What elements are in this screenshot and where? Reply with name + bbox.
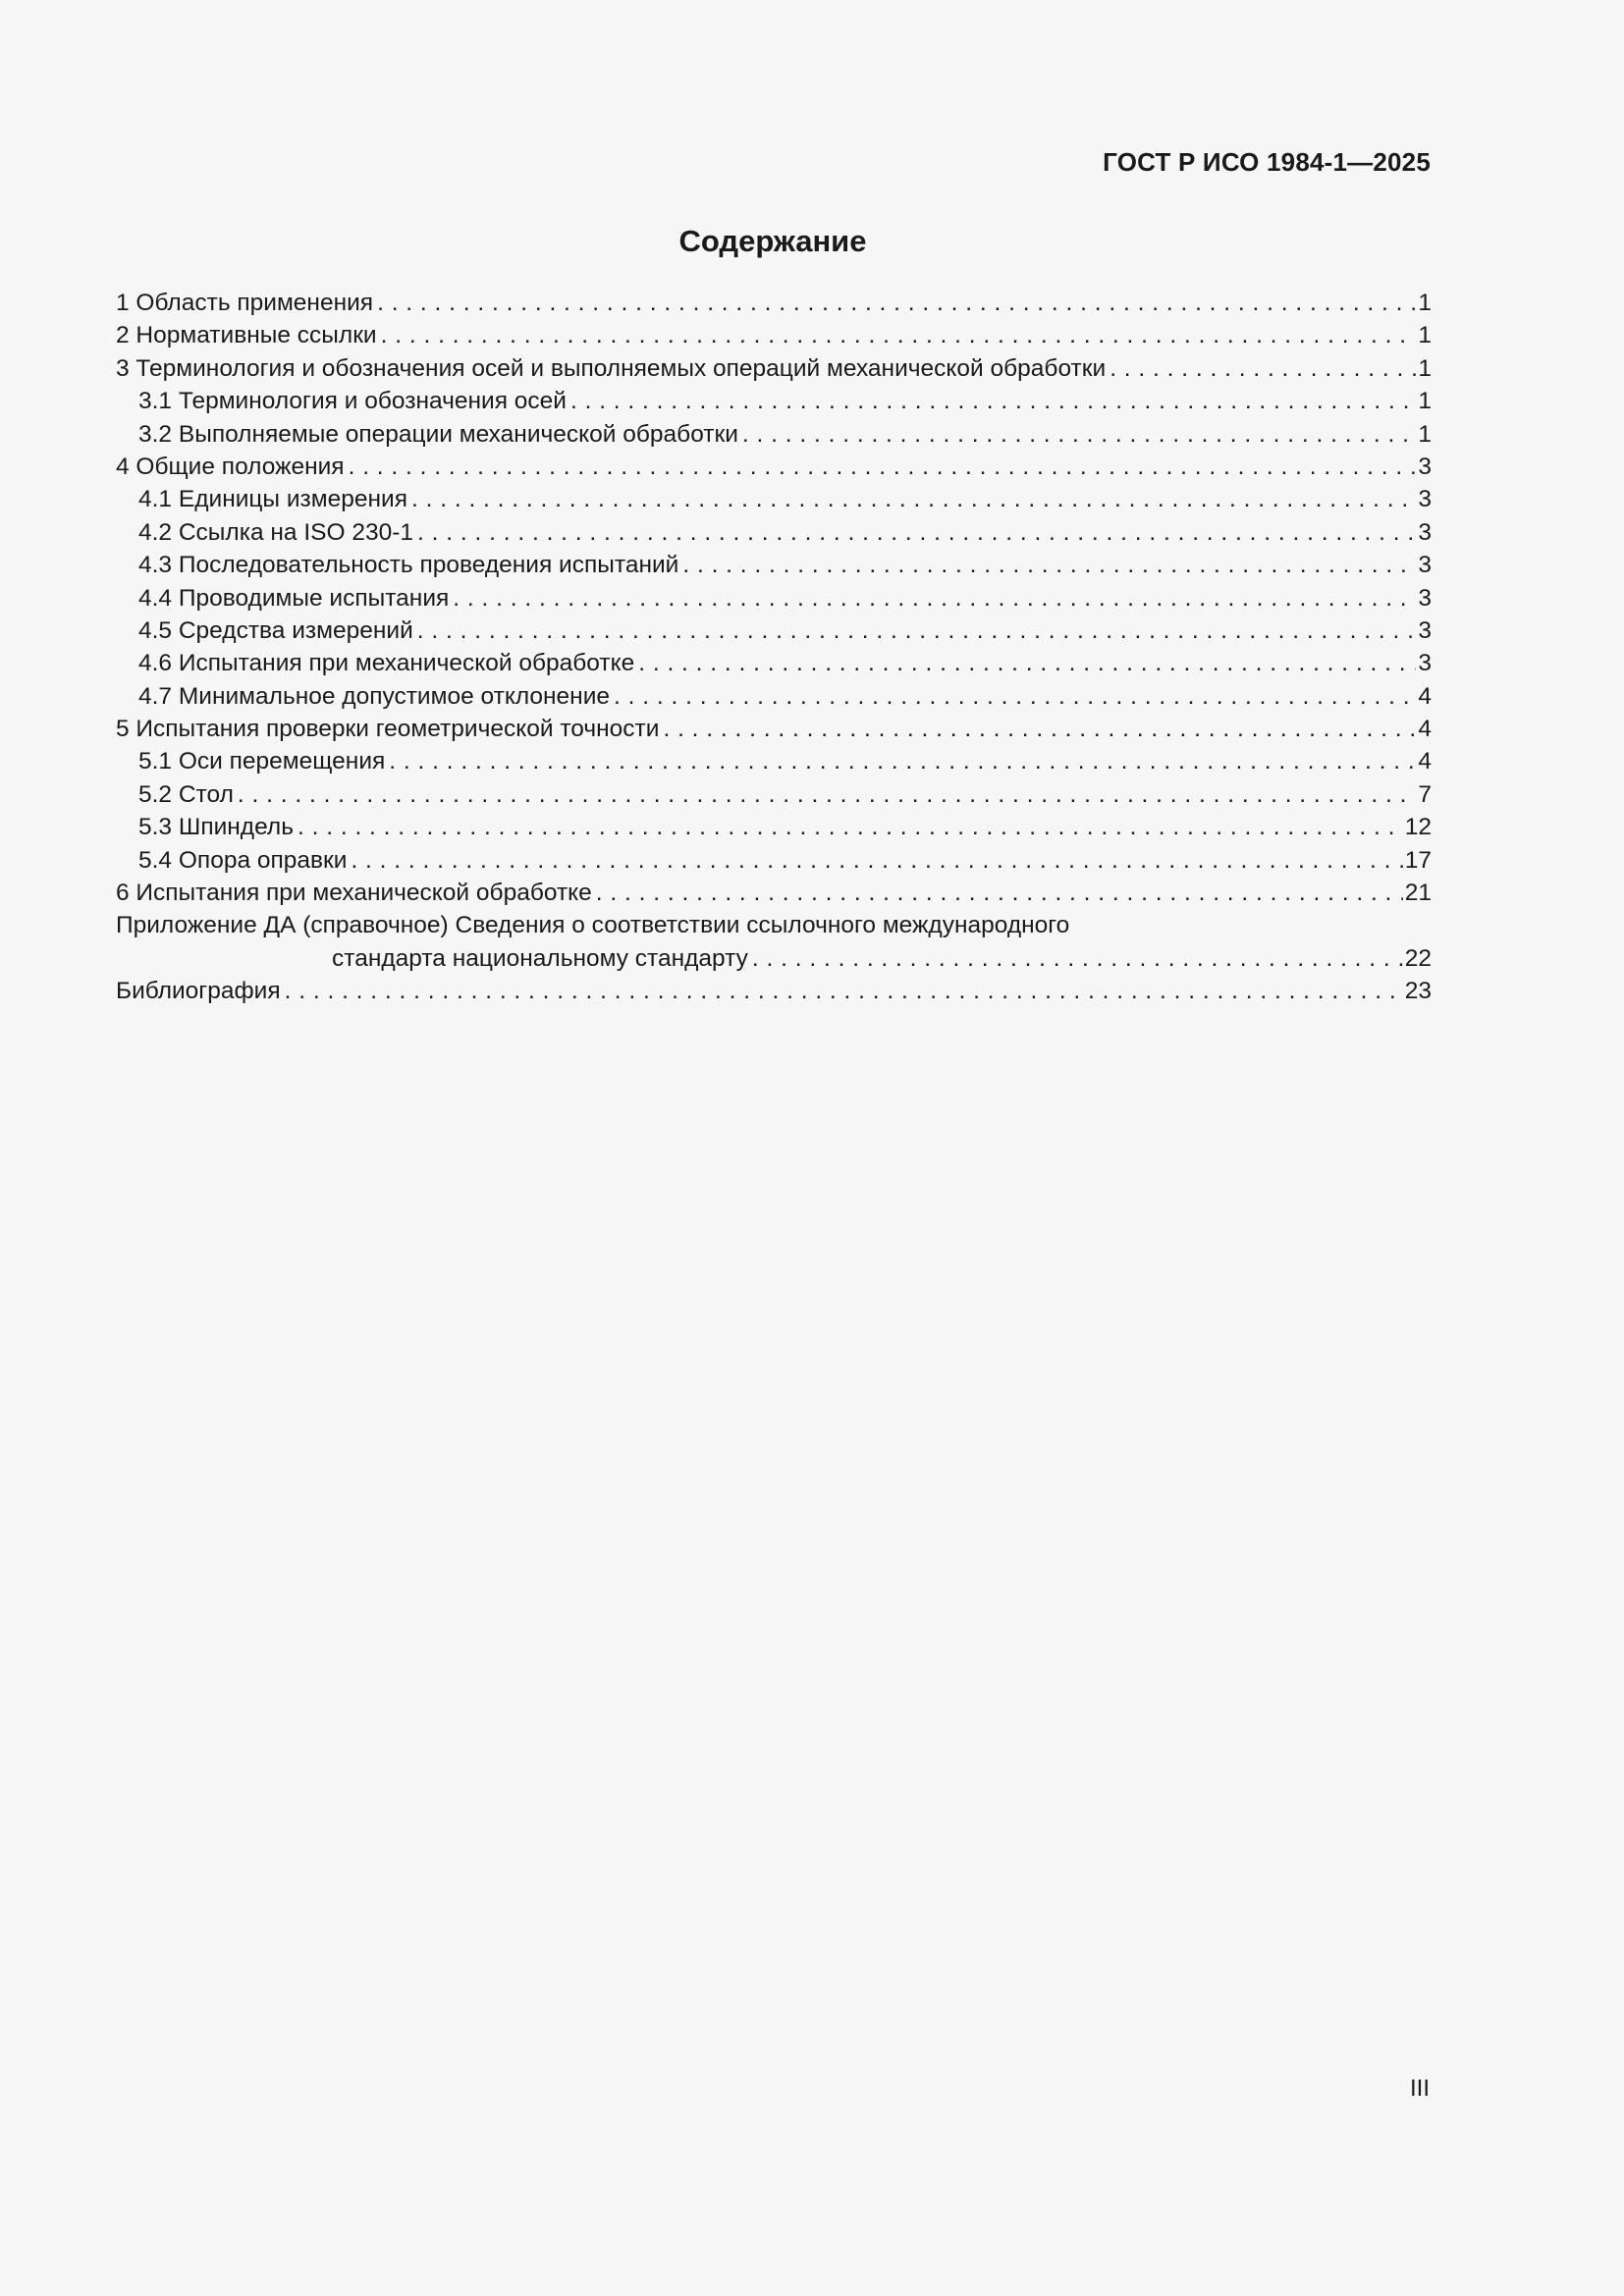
toc-entry-text: 4.4 Проводимые испытания bbox=[138, 584, 450, 612]
dot-leader bbox=[238, 778, 1416, 811]
toc-entry-text: 4.3 Последовательность проведения испытаний bbox=[138, 552, 679, 579]
toc-entry[interactable] bbox=[116, 352, 1432, 385]
toc-entry[interactable] bbox=[116, 319, 1432, 351]
toc-entry-text: 1 Область применения bbox=[116, 290, 374, 316]
toc-entry-page: 3 bbox=[1418, 518, 1432, 546]
toc-entry-page: 12 bbox=[1404, 814, 1432, 841]
dot-leader bbox=[638, 647, 1416, 679]
dot-leader bbox=[298, 811, 1403, 843]
toc-entry[interactable] bbox=[116, 877, 1432, 909]
toc-subentry[interactable] bbox=[116, 614, 1432, 647]
dot-leader bbox=[663, 713, 1416, 745]
dot-leader bbox=[752, 942, 1403, 975]
toc-entry-text: 6 Испытания при механической обработке bbox=[116, 880, 592, 907]
toc-subentry[interactable] bbox=[116, 680, 1432, 713]
dot-leader bbox=[285, 975, 1403, 1007]
toc-entry-page: 21 bbox=[1404, 880, 1432, 907]
dot-leader bbox=[381, 319, 1417, 351]
toc-entry-text: 3.1 Терминология и обозначения осей bbox=[138, 388, 567, 415]
toc-entry-text: 4.1 Единицы измерения bbox=[138, 486, 407, 513]
toc-subentry[interactable] bbox=[116, 549, 1432, 581]
toc-entry-page: 3 bbox=[1418, 486, 1432, 513]
table-of-contents bbox=[116, 287, 1432, 1008]
toc-subentry[interactable] bbox=[116, 582, 1432, 614]
toc-entry-text: 5.3 Шпиндель bbox=[138, 814, 294, 841]
toc-appendix-continuation[interactable] bbox=[116, 942, 1432, 975]
toc-entry-text: 5.2 Стол bbox=[138, 780, 234, 808]
dot-leader bbox=[417, 516, 1416, 549]
toc-entry-text: Библиография bbox=[116, 978, 281, 1005]
toc-title: Содержание bbox=[678, 224, 867, 258]
toc-subentry[interactable] bbox=[116, 778, 1432, 811]
dot-leader bbox=[1110, 352, 1416, 385]
toc-entry[interactable] bbox=[116, 451, 1432, 483]
document-code: ГОСТ Р ИСО 1984-1—2025 bbox=[1103, 147, 1431, 177]
dot-leader bbox=[453, 582, 1416, 614]
toc-entry-text: 4.6 Испытания при механической обработке bbox=[138, 650, 635, 677]
toc-entry[interactable] bbox=[116, 287, 1432, 319]
toc-entry-page: 7 bbox=[1418, 780, 1432, 808]
toc-entry-page: 4 bbox=[1418, 748, 1432, 775]
toc-entry-page: 1 bbox=[1418, 290, 1432, 316]
dot-leader bbox=[351, 844, 1402, 877]
dot-leader bbox=[377, 287, 1416, 319]
toc-entry-page: 3 bbox=[1418, 453, 1432, 480]
toc-entry-text: стандарта национальному стандарту bbox=[332, 944, 748, 972]
dot-leader bbox=[614, 680, 1416, 713]
dot-leader bbox=[682, 549, 1416, 581]
dot-leader bbox=[411, 483, 1416, 515]
toc-entry-page: 22 bbox=[1404, 944, 1432, 972]
toc-entry-page: 1 bbox=[1418, 420, 1432, 448]
toc-entry-page: 3 bbox=[1418, 616, 1432, 644]
toc-entry-text: 4 Общие положения bbox=[116, 453, 345, 480]
toc-subentry[interactable] bbox=[116, 811, 1432, 843]
dot-leader bbox=[349, 451, 1417, 483]
toc-entry-text: 3 Терминология и обозначения осей и выполняемых операций механической обработки bbox=[116, 354, 1107, 382]
toc-entry-page: 1 bbox=[1418, 388, 1432, 415]
toc-subentry[interactable] bbox=[116, 516, 1432, 549]
toc-appendix-title-line[interactable] bbox=[116, 909, 1432, 941]
toc-entry-page: 4 bbox=[1418, 716, 1432, 743]
toc-entry-text: 4.5 Средства измерений bbox=[138, 616, 413, 644]
toc-entry-text: Приложение ДА (справочное) Сведения о соответствии ссылочного международного bbox=[116, 912, 1070, 939]
page-number: III bbox=[1409, 2075, 1430, 2102]
dot-leader bbox=[742, 418, 1416, 451]
toc-entry-page: 1 bbox=[1418, 354, 1432, 382]
toc-entry-text: 4.7 Минимальное допустимое отклонение bbox=[138, 682, 611, 710]
toc-entry-page: 3 bbox=[1418, 552, 1432, 579]
toc-subentry[interactable] bbox=[116, 745, 1432, 777]
toc-entry-page: 1 bbox=[1418, 322, 1432, 349]
toc-subentry[interactable] bbox=[116, 647, 1432, 679]
toc-entry-text: 5 Испытания проверки геометрической точности bbox=[116, 716, 660, 743]
toc-entry[interactable] bbox=[116, 713, 1432, 745]
toc-entry-page: 4 bbox=[1418, 682, 1432, 710]
toc-entry-text: 5.4 Опора оправки bbox=[138, 846, 348, 874]
dot-leader bbox=[417, 614, 1417, 647]
toc-entry-page: 23 bbox=[1404, 978, 1432, 1005]
dot-leader bbox=[389, 745, 1416, 777]
toc-subentry[interactable] bbox=[116, 844, 1432, 877]
toc-entry-text: 2 Нормативные ссылки bbox=[116, 322, 377, 349]
toc-entry-text: 4.2 Ссылка на ISO 230-1 bbox=[138, 518, 414, 546]
toc-entry-page: 3 bbox=[1418, 584, 1432, 612]
toc-subentry[interactable] bbox=[116, 418, 1432, 451]
toc-bibliography[interactable] bbox=[116, 975, 1432, 1007]
toc-entry-text: 3.2 Выполняемые операции механической обработки bbox=[138, 420, 738, 448]
toc-entry-page: 17 bbox=[1404, 846, 1432, 874]
dot-leader bbox=[570, 385, 1416, 417]
toc-entry-page: 3 bbox=[1418, 650, 1432, 677]
dot-leader bbox=[596, 877, 1403, 909]
toc-subentry[interactable] bbox=[116, 483, 1432, 515]
toc-entry-text: 5.1 Оси перемещения bbox=[138, 748, 386, 775]
toc-subentry[interactable] bbox=[116, 385, 1432, 417]
